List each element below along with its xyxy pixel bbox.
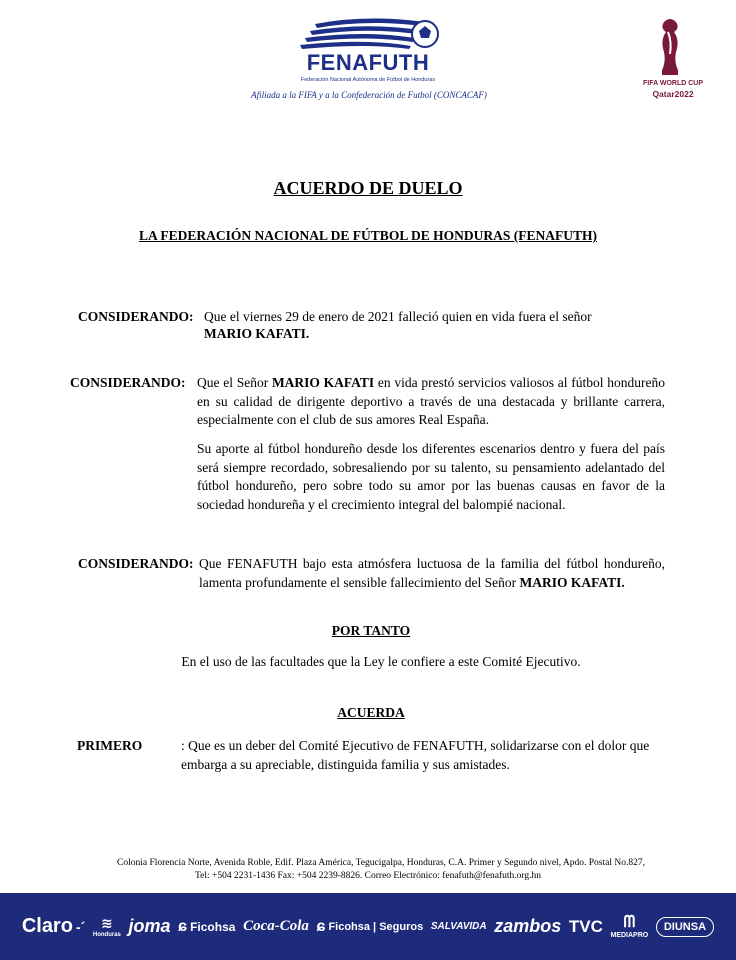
logo-subtitle: Federación Nacional Autónoma de Fútbol de Honduras: [300, 77, 436, 83]
world-cup-host: Qatar2022: [652, 89, 694, 99]
document-title: ACUERDO DE DUELO: [273, 178, 463, 198]
footer-contact: Tel: +504 2231-1436 Fax: +504 2239-8826. Correo Electrónico: fenafuth@fenafuth.org.hn: [194, 871, 542, 881]
sponsor-zambos-logo: zambos: [494, 916, 562, 936]
sponsor-claro-logo: [22, 915, 85, 938]
sponsor-mediapro-text: MEDIAPRO: [610, 932, 649, 939]
sponsor-claro-text: Claro: [21, 915, 73, 937]
sponsor-salvavida-logo: SALVAVIDA: [430, 921, 487, 932]
sponsor-mediapro-logo: [611, 914, 649, 939]
considerando-3-pre: Que FENAFUTH bajo esta atmósfera luctuosa de la familia del fútbol hondureño, lamenta profundamente el sensible fallecimiento del Señor: [199, 556, 665, 590]
considerando-2-post: en vida prestó servicios valiosos al fútbol hondureño en su calidad de dirigente deportivo a través de una destacada y brillante carrera, especialmente con el club de sus amores Real España.: [197, 375, 665, 427]
footer-address: Colonia Florencia Norte, Avenida Roble, Edif. Plaza América, Tegucigalpa, Honduras, C.A. Primer y Segundo nivel, Apdo. Postal No.827,: [117, 858, 645, 868]
ficohsa-seguros-swirl-icon: ɕ: [316, 917, 326, 935]
affiliation-text: Afiliada a la FIFA y a la Confederación de Futbol (CONCACAF): [251, 90, 487, 100]
mediapro-mark-icon: ᗰ: [623, 914, 636, 931]
sponsor-diunsa-logo: DIUNSA: [656, 917, 714, 937]
por-tanto-heading: POR TANTO: [331, 623, 411, 638]
acuerda-heading: ACUERDA: [337, 705, 405, 720]
considerando-3-label: CONSIDERANDO:: [78, 556, 194, 571]
considerando-2-name: MARIO KAFATI: [271, 375, 375, 390]
sponsor-ficohsa-text: Ficohsa: [190, 919, 236, 934]
primero-label: PRIMERO: [77, 738, 143, 753]
considerando-3-text: [199, 555, 665, 592]
document-subtitle: LA FEDERACIÓN NACIONAL DE FÚTBOL DE HONDURAS (FENAFUTH): [139, 228, 597, 243]
por-tanto-text: En el uso de las facultades que la Ley le confiere a este Comité Ejecutivo.: [181, 654, 581, 669]
sponsor-tvc-logo: TVC: [568, 916, 603, 936]
considerando-1-name: MARIO KAFATI.: [204, 326, 310, 341]
primero-text: : Que es un deber del Comité Ejecutivo de FENAFUTH, solidarizarse con el dolor que embarga a su apreciable, distinguida familia y sus amistades.: [181, 738, 650, 772]
sponsor-band: [0, 893, 736, 960]
considerando-2-pre: Que el Señor: [197, 375, 272, 390]
sponsor-cocacola-logo: Coca-Cola: [243, 918, 309, 934]
claro-dash-icon: -´: [75, 918, 86, 935]
considerando-2-text: [197, 374, 665, 430]
considerando-1-text: Que el viernes 29 de enero de 2021 falleció quien en vida fuera el señor: [204, 309, 592, 324]
sponsor-ficohsa-logo: [178, 918, 235, 936]
flag-swoosh-icon: [285, 14, 455, 54]
world-cup-label: FIFA WORLD CUP: [642, 80, 703, 87]
considerando-2-paragraph-2: Su aporte al fútbol hondureño desde los diferentes escenarios dentro y fuera del país será siempre recordado, sobresaliendo por su talento, su pensamiento adelantado del fútbol hondureño, pero sobre todo su amor por las buenas causas en favor de la sociedad hondureña y el crecimiento integral del balompié nacional.: [197, 441, 665, 512]
sponsor-ficohsa-seguros-logo: [317, 918, 424, 936]
sponsor-honduras-text: Honduras: [92, 932, 121, 938]
considerando-1-label: CONSIDERANDO:: [78, 309, 194, 324]
honduras-wave-icon: ≋: [101, 915, 113, 931]
sponsor-ficohsa-seguros-text: Ficohsa | Seguros: [328, 920, 424, 933]
sponsor-joma-logo: joma: [128, 916, 171, 936]
sponsor-honduras-logo: [93, 915, 121, 938]
considerando-2-label: CONSIDERANDO:: [70, 375, 186, 390]
considerando-3-name: MARIO KAFATI.: [519, 574, 625, 590]
ficohsa-swirl-icon: ɕ: [178, 917, 188, 935]
logo-wordmark: FENAFUTH: [306, 50, 430, 75]
world-cup-trophy-icon: [650, 18, 690, 78]
